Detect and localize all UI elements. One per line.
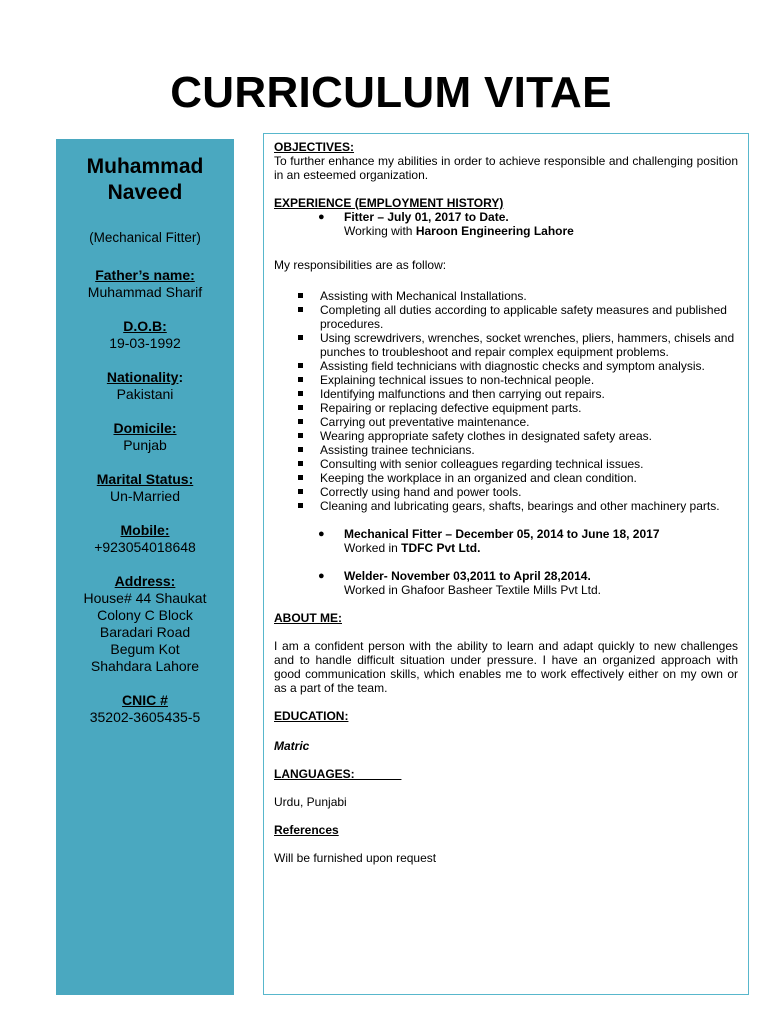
- square-bullet-icon: [298, 475, 303, 480]
- list-item-text: Cleaning and lubricating gears, shafts, bearings and other machinery parts.: [320, 499, 720, 513]
- detail-value: Colony C Block: [97, 607, 193, 623]
- detail-label: [56, 692, 234, 709]
- detail-label-text: Marital Status:: [96, 471, 194, 487]
- references-heading: References: [274, 823, 339, 837]
- detail-label-text: Mobile:: [120, 522, 170, 538]
- job-title: Welder- November 03,2011 to April 28,2014.: [344, 569, 591, 583]
- experience-heading: EXPERIENCE (EMPLOYMENT HISTORY): [274, 196, 504, 210]
- candidate-role: (Mechanical Fitter): [89, 230, 201, 245]
- list-item: [320, 443, 738, 457]
- list-item-text: Identifying malfunctions and then carrying out repairs.: [320, 387, 605, 401]
- responsibilities-intro: My responsibilities are as follow:: [274, 258, 447, 272]
- detail-label-text: D.O.B:: [123, 318, 167, 334]
- list-item-text: Completing all duties according to applicable safety measures and published procedures.: [320, 303, 727, 331]
- detail-value: House# 44 Shaukat: [83, 590, 207, 606]
- about-heading: ABOUT ME:: [274, 611, 342, 625]
- education-value: Matric: [274, 739, 310, 753]
- list-item-text: Explaining technical issues to non-technical people.: [320, 373, 595, 387]
- detail-value: Shahdara Lahore: [90, 658, 200, 674]
- job-title: Fitter – July 01, 2017 to Date.: [344, 210, 509, 224]
- detail-field: [56, 692, 234, 726]
- detail-value: Muhammad Sharif: [87, 284, 203, 300]
- job-employer-prefix: Worked in: [344, 541, 402, 555]
- detail-field: [56, 573, 234, 675]
- square-bullet-icon: [298, 433, 303, 438]
- job-employer: Worked in Ghafoor Basheer Textile Mills Pvt Ltd.: [344, 583, 602, 597]
- square-bullet-icon: [298, 405, 303, 410]
- detail-value: Un-Married: [109, 488, 180, 504]
- education-heading: EDUCATION:: [274, 709, 349, 723]
- list-item: [320, 499, 738, 513]
- detail-label: [56, 420, 234, 437]
- square-bullet-icon: [298, 307, 303, 312]
- detail-label-text: Nationality: [106, 369, 179, 385]
- detail-value: 19-03-1992: [109, 335, 181, 351]
- objectives-text: To further enhance my abilities in order to achieve responsible and challenging position in an esteemed organization.: [274, 154, 738, 182]
- list-item: [320, 387, 738, 401]
- square-bullet-icon: [298, 461, 303, 466]
- detail-label-text: Domicile:: [113, 420, 177, 436]
- square-bullet-icon: [298, 335, 303, 340]
- list-item-text: Carrying out preventative maintenance.: [320, 415, 530, 429]
- job-company: Haroon Engineering Lahore: [415, 224, 574, 238]
- job-entry: [318, 210, 738, 238]
- square-bullet-icon: [298, 363, 303, 368]
- list-item-text: Assisting with Mechanical Installations.: [320, 289, 527, 303]
- detail-field: [56, 267, 234, 301]
- detail-label: [56, 573, 234, 590]
- detail-value: Baradari Road: [99, 624, 191, 640]
- job-employer-prefix: Working with: [344, 224, 416, 238]
- personal-details: [56, 267, 234, 726]
- detail-field: [56, 420, 234, 454]
- list-item-text: Correctly using hand and power tools.: [320, 485, 522, 499]
- list-item-text: Assisting field technicians with diagnostic checks and symptom analysis.: [320, 359, 705, 373]
- list-item: [320, 289, 738, 303]
- bullet-icon: ●: [318, 528, 325, 540]
- job-entry: [318, 527, 738, 555]
- square-bullet-icon: [298, 489, 303, 494]
- list-item-text: Keeping the workplace in an organized and clean condition.: [320, 471, 637, 485]
- job-title: Mechanical Fitter – December 05, 2014 to June 18, 2017: [344, 527, 660, 541]
- detail-label-text: Address:: [114, 573, 176, 589]
- job-entry: [318, 569, 738, 597]
- job-company: TDFC Pvt Ltd.: [401, 541, 481, 555]
- detail-field: [56, 369, 234, 403]
- list-item: [320, 331, 738, 359]
- about-text: I am a confident person with the ability to learn and adapt quickly to new challenges and to handle difficult situation under pressure. I have an organized approach with good communication skills, which enables me to work effectively either on my own or as a part of the team.: [274, 639, 738, 695]
- list-item: [320, 303, 738, 331]
- bullet-icon: ●: [318, 211, 325, 223]
- list-item-text: Assisting trainee technicians.: [320, 443, 475, 457]
- list-item: [320, 485, 738, 499]
- list-item-text: Using screwdrivers, wrenches, socket wrenches, pliers, hammers, chisels and punches to troubleshoot and repair complex equipment problems.: [320, 331, 735, 359]
- responsibilities-list: [274, 289, 738, 513]
- detail-value: Punjab: [123, 437, 167, 453]
- detail-label: [56, 522, 234, 539]
- list-item-text: Consulting with senior colleagues regarding technical issues.: [320, 457, 644, 471]
- name-first: Muhammad: [86, 155, 204, 178]
- square-bullet-icon: [298, 447, 303, 452]
- languages-value: Urdu, Punjabi: [274, 795, 347, 809]
- list-item-text: Wearing appropriate safety clothes in designated safety areas.: [320, 429, 652, 443]
- document-title: CURRICULUM VITAE: [170, 68, 612, 117]
- list-item: [320, 359, 738, 373]
- detail-label: [56, 267, 234, 284]
- list-item: [320, 471, 738, 485]
- sidebar-panel: [56, 139, 234, 995]
- square-bullet-icon: [298, 391, 303, 396]
- square-bullet-icon: [298, 503, 303, 508]
- bullet-icon: ●: [318, 570, 325, 582]
- list-item: [320, 415, 738, 429]
- candidate-name: [56, 154, 234, 206]
- detail-label: [56, 369, 234, 386]
- detail-label: [56, 471, 234, 488]
- detail-label-text: Father’s name:: [95, 267, 195, 283]
- detail-field: [56, 318, 234, 352]
- square-bullet-icon: [298, 377, 303, 382]
- detail-field: [56, 522, 234, 556]
- list-item: [320, 401, 738, 415]
- languages-heading: LANGUAGES:_______: [274, 767, 402, 781]
- detail-label-suffix: :: [178, 369, 184, 385]
- detail-value: 35202-3605435-5: [89, 709, 201, 725]
- square-bullet-icon: [298, 293, 303, 298]
- job-employer: [344, 541, 738, 555]
- detail-label: [56, 318, 234, 335]
- square-bullet-icon: [298, 419, 303, 424]
- list-item: [320, 457, 738, 471]
- detail-label-text: CNIC #: [122, 692, 168, 708]
- list-item: [320, 373, 738, 387]
- detail-field: [56, 471, 234, 505]
- detail-value: Begum Kot: [110, 641, 180, 657]
- detail-value: Pakistani: [116, 386, 174, 402]
- main-content: [263, 133, 749, 995]
- list-item: [320, 429, 738, 443]
- name-last: Naveed: [107, 181, 183, 204]
- objectives-heading: OBJECTIVES:: [274, 140, 355, 154]
- references-value: Will be furnished upon request: [274, 851, 437, 865]
- list-item-text: Repairing or replacing defective equipment parts.: [320, 401, 582, 415]
- detail-value: +923054018648: [94, 539, 196, 555]
- job-employer: [344, 224, 738, 238]
